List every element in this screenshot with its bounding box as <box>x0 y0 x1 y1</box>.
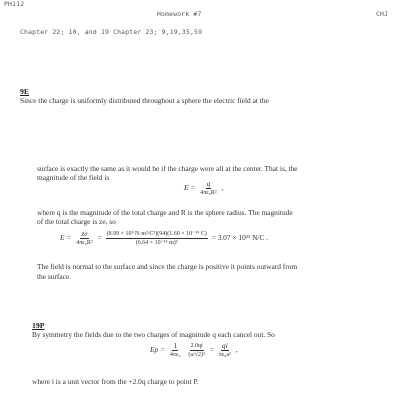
eq2-fraction-1 <box>75 230 93 247</box>
author-initials: CHJ <box>376 10 389 18</box>
assignment-line: Chapter 22; 10, and 19 Chapter 23; 9,19,35,59 <box>20 28 203 36</box>
equation-field-magnitude <box>184 180 223 197</box>
problem-19p-intro: By symmetry the fields due to the two charges of magnitude q each cancel out. So <box>32 330 275 339</box>
eq3-numerator-1: 1 <box>173 341 178 350</box>
eq3-equals: = <box>209 345 214 355</box>
eq2-numerator-1: ze <box>81 229 88 238</box>
problem-9e-intro: Since the charge is uniformly distributed throughout a sphere the electric field at the <box>20 96 269 105</box>
eq2-lhs: E = <box>60 233 72 243</box>
page-title: Homework #7 <box>157 10 202 18</box>
eq3-numerator-2: 2.0qi <box>190 343 203 349</box>
eq2-denominator-2: (6.64 × 10⁻¹⁵ m)² <box>135 240 178 246</box>
eq3-fraction-2 <box>187 342 205 359</box>
eq1-end: , <box>221 183 224 193</box>
eq3-fraction-3 <box>218 342 232 359</box>
eq3-numerator-3: qi <box>221 341 228 350</box>
eq2-denominator-1: 4πε₀R² <box>76 240 93 246</box>
eq3-denominator-2: (a/√2)² <box>188 352 205 358</box>
equation-field-value <box>60 230 268 247</box>
problem-label-9e: 9E <box>20 87 30 96</box>
eq3-lhs: Ep = <box>150 345 166 355</box>
eq3-denominator-3: πε₀a² <box>218 352 231 358</box>
eq1-numerator: q <box>206 179 211 188</box>
eq1-denominator: 4πε₀R² <box>200 190 217 196</box>
eq1-fraction <box>199 180 217 197</box>
eq2-numerator-2: (8.99 × 10⁹ N·m²/C²)(94)(1.60 × 10⁻¹⁹ C) <box>106 231 207 237</box>
problem-9e-para3-line1: The field is normal to the surface and since the charge is positive it points outward from <box>37 262 298 271</box>
eq2-fraction-2 <box>106 230 208 247</box>
problem-9e-para1-line2: magnitude of the field is <box>37 173 110 182</box>
problem-9e-para2-line1: where q is the magnitude of the total charge and R is the sphere radius. The magnitude <box>37 208 293 217</box>
course-code: PH112 <box>4 0 25 8</box>
problem-9e-para2-line2: of the total charge is ze, so <box>37 217 116 226</box>
eq3-fraction-1 <box>169 342 182 359</box>
eq3-end: , <box>235 345 238 355</box>
problem-label-19p: 19P <box>32 321 45 330</box>
eq1-lhs: E = <box>184 183 196 193</box>
problem-9e-para3-line2: the surface. <box>37 272 72 281</box>
problem-19p-trailing: where i is a unit vector from the +2.0q charge to point P. <box>32 377 199 386</box>
eq3-denominator-1: 4πε₀ <box>169 352 181 358</box>
eq2-result: = 3.07 × 10²¹ N/C . <box>211 233 269 243</box>
equation-net-field <box>150 342 238 359</box>
eq2-equals: = <box>97 233 102 243</box>
problem-9e-para1-line1: surface is exactly the same as it would be if the charge were all at the center. That is, the <box>37 164 298 173</box>
